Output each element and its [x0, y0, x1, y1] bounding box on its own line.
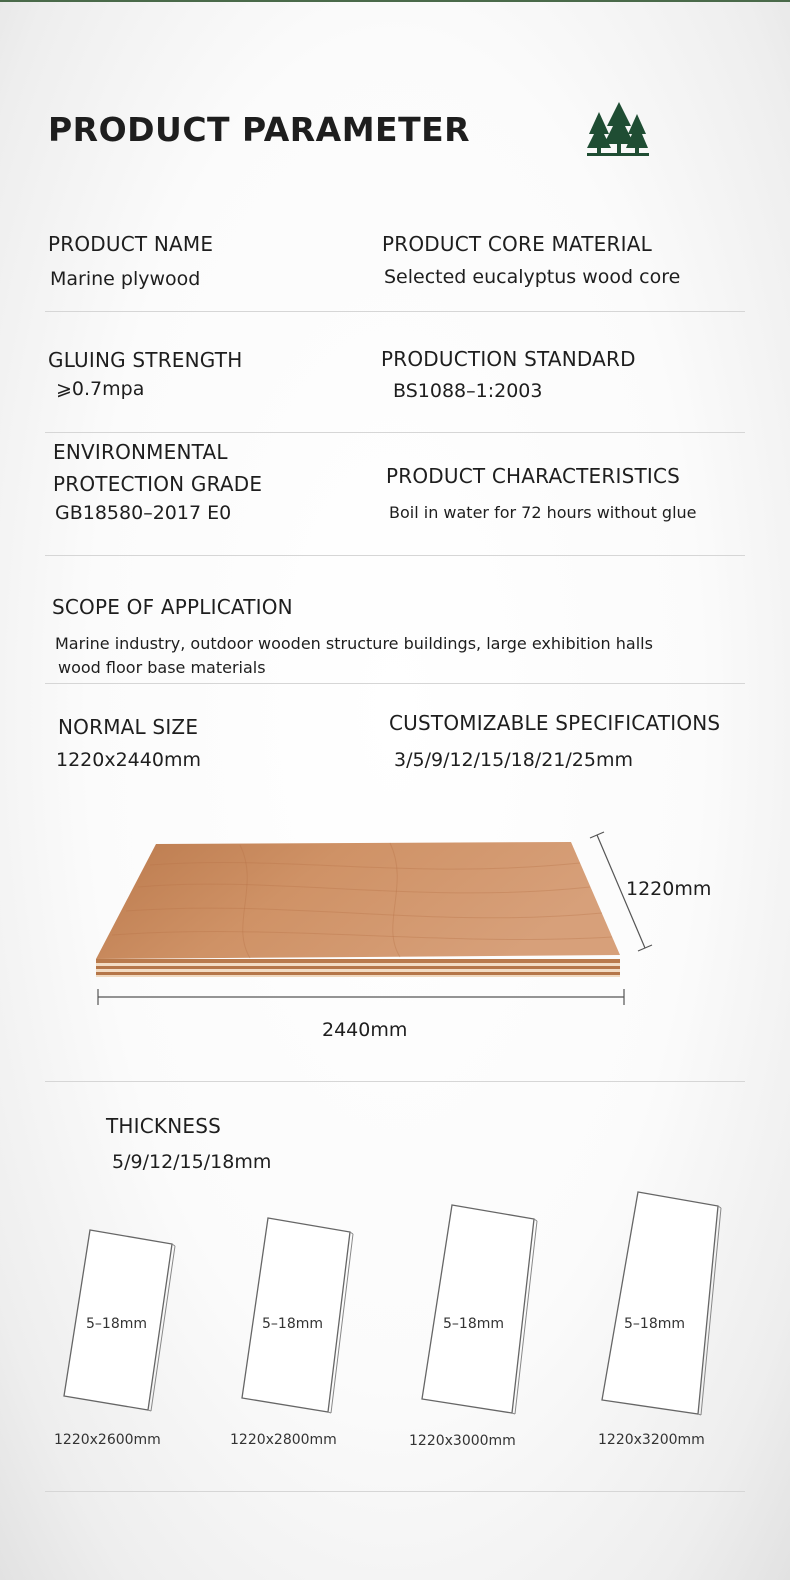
product-name-label: PRODUCT NAME — [48, 232, 214, 256]
pine-trees-icon — [585, 100, 651, 160]
product-name-value: Marine plywood — [50, 268, 201, 290]
top-border — [0, 0, 790, 2]
characteristics-label: PRODUCT CHARACTERISTICS — [386, 464, 681, 488]
divider — [45, 311, 745, 312]
divider — [45, 683, 745, 684]
panel-illustration — [598, 1190, 726, 1416]
panel-thickness-label: 5–18mm — [443, 1316, 504, 1332]
panel-size-label: 1220x2600mm — [54, 1432, 161, 1448]
panel-thickness-label: 5–18mm — [86, 1316, 147, 1332]
environmental-label-line2: PROTECTION GRADE — [53, 472, 263, 496]
scope-line2: wood floor base materials — [58, 658, 266, 677]
length-dimension-line — [96, 988, 626, 1006]
characteristics-value: Boil in water for 72 hours without glue — [389, 503, 697, 522]
panel-size-label: 1220x3000mm — [409, 1433, 516, 1449]
divider — [45, 1081, 745, 1082]
thickness-value: 5/9/12/15/18mm — [112, 1151, 272, 1173]
board-length-label: 2440mm — [322, 1019, 408, 1041]
scope-line1: Marine industry, outdoor wooden structure buildings, large exhibition halls — [55, 634, 653, 653]
production-standard-value: BS1088–1:2003 — [393, 380, 543, 402]
panel-thickness-label: 5–18mm — [262, 1316, 323, 1332]
divider — [45, 1491, 745, 1492]
production-standard-label: PRODUCTION STANDARD — [381, 347, 636, 371]
divider — [45, 432, 745, 433]
environmental-value: GB18580–2017 E0 — [55, 502, 232, 524]
panel-illustration — [238, 1216, 356, 1414]
normal-size-label: NORMAL SIZE — [58, 715, 199, 739]
environmental-label-line1: ENVIRONMENTAL — [53, 440, 228, 464]
core-material-value: Selected eucalyptus wood core — [384, 266, 681, 288]
thickness-label: THICKNESS — [106, 1114, 222, 1138]
panel-size-label: 1220x3200mm — [598, 1432, 705, 1448]
custom-specs-label: CUSTOMIZABLE SPECIFICATIONS — [389, 711, 721, 735]
panel-size-label: 1220x2800mm — [230, 1432, 337, 1448]
scope-label: SCOPE OF APPLICATION — [52, 595, 293, 619]
core-material-label: PRODUCT CORE MATERIAL — [382, 232, 652, 256]
gluing-strength-value: ⩾0.7mpa — [56, 378, 145, 400]
panel-illustration — [418, 1203, 540, 1415]
plywood-board-illustration — [90, 825, 650, 1010]
gluing-strength-label: GLUING STRENGTH — [48, 348, 243, 372]
board-width-label: 1220mm — [626, 878, 712, 900]
custom-specs-value: 3/5/9/12/15/18/21/25mm — [394, 749, 633, 771]
divider — [45, 555, 745, 556]
page-title: PRODUCT PARAMETER — [48, 110, 471, 149]
panel-thickness-label: 5–18mm — [624, 1316, 685, 1332]
normal-size-value: 1220x2440mm — [56, 749, 201, 771]
